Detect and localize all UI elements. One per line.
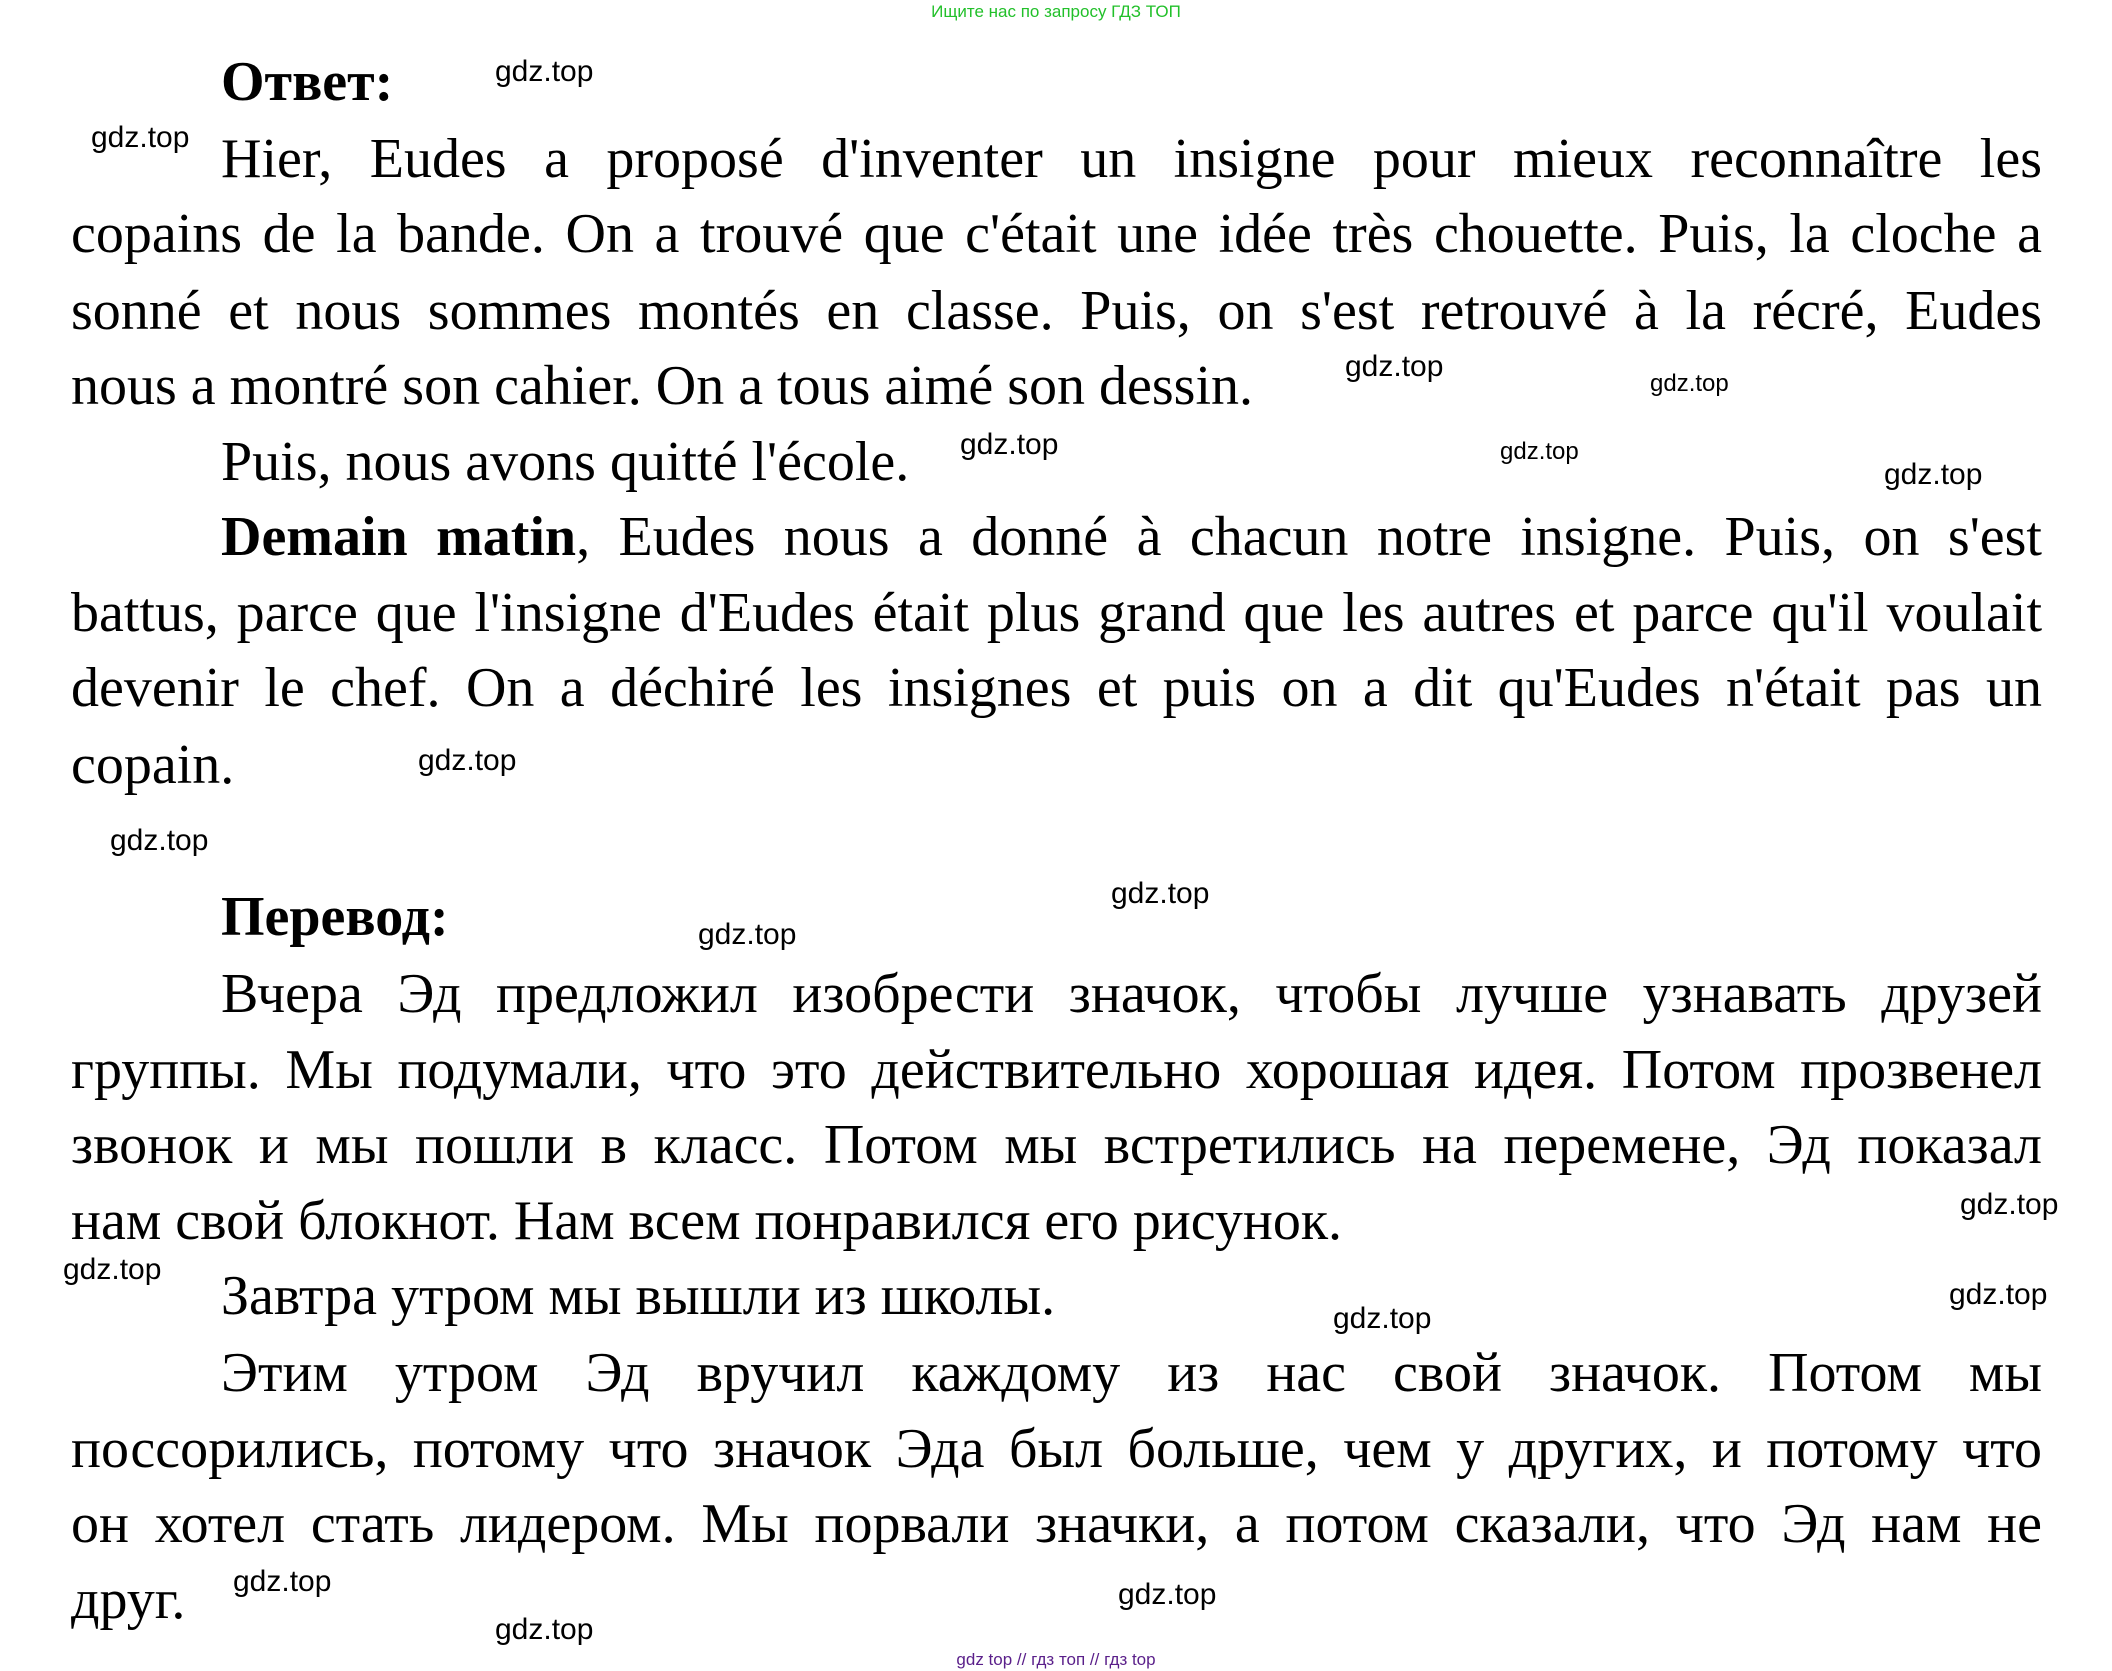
text-line [71,1411,2042,1487]
text-line-content: нам свой блокнот. Нам всем понравился его рисунок. [71,1190,1343,1252]
text-line-content: группы. Мы подумали, что это действительно хорошая идея. Потом прозвенел [71,1039,2042,1101]
watermark-label: gdz.top [698,918,797,951]
text-line-content: звонок и мы пошли в класс. Потом мы встретились на перемене, Эд показал [71,1114,2042,1176]
watermark-label: gdz.top [1345,350,1444,383]
search-hint-banner: Ищите нас по запросу ГДЗ ТОП [931,2,1181,21]
text-line [71,348,2042,424]
text-line-content: он хотел стать лидером. Мы порвали значки, а потом сказали, что Эд нам не [71,1493,2042,1555]
text-line [71,575,2042,651]
text-line-content: Этим утром Эд вручил каждому из нас свой значок. Потом мы [221,1342,2042,1404]
footer-watermark: gdz top // гдз топ // гдз top [956,1650,1156,1669]
text-line [221,499,2042,575]
text-line [71,1486,2042,1562]
text-line [71,1562,2042,1638]
watermark-label: gdz.top [495,1613,594,1646]
watermark-label: gdz.top [233,1565,332,1598]
bold-phrase: Demain matin [221,506,577,568]
text-line-content: Завтра утром мы вышли из школы. [221,1265,1056,1327]
text-line-content: друг. [71,1569,186,1631]
text-line-content: , Eudes nous a donné à chacun notre insigne. Puis, on s'est [576,506,2042,568]
watermark-label: gdz.top [110,824,209,857]
answer-heading: Ответ: [221,51,394,113]
text-line [71,196,2042,272]
watermark-label: gdz.top [1500,438,1579,465]
watermark-label: gdz.top [495,55,594,88]
watermark-label: gdz.top [960,428,1059,461]
text-line-content: battus, parce que l'insigne d'Eudes était plus grand que les autres et parce qu'il voulait [71,582,2042,644]
watermark-label: gdz.top [1884,458,1983,491]
text-line-content: copains de la bande. On a trouvé que c'était une idée très chouette. Puis, la cloche a [71,203,2042,265]
watermark-label: gdz.top [1111,877,1210,910]
translation-heading: Перевод: [221,886,449,948]
watermark-label: gdz.top [1118,1578,1217,1611]
text-line [71,727,2042,803]
text-line [221,424,2042,500]
text-line-content: поссорились, потому что значок Эда был больше, чем у других, и потому что [71,1418,2042,1480]
watermark-label: gdz.top [1960,1188,2059,1221]
text-line [221,956,2042,1032]
text-line [71,1183,2042,1259]
text-line [71,273,2042,349]
text-line-content: Вчера Эд предложил изобрести значок, чтобы лучше узнавать друзей [221,963,2042,1025]
text-line [71,1032,2042,1108]
text-line-content: copain. [71,734,235,796]
watermark-label: gdz.top [418,744,517,777]
text-line-content: nous a montré son cahier. On a tous aimé son dessin. [71,355,1254,417]
text-line-content: Hier, Eudes a proposé d'inventer un insigne pour mieux reconnaître les [221,128,2042,190]
text-line [221,121,2042,197]
text-line-content: sonné et nous sommes montés en classe. Puis, on s'est retrouvé à la récré, Eudes [71,280,2042,342]
watermark-label: gdz.top [63,1253,162,1286]
watermark-label: gdz.top [1333,1302,1432,1335]
watermark-label: gdz.top [1949,1278,2048,1311]
text-line [221,1258,2042,1334]
text-line [221,1335,2042,1411]
text-line-content: devenir le chef. On a déchiré les insignes et puis on a dit qu'Eudes n'était pas un [71,657,2042,719]
text-line-content: Puis, nous avons quitté l'école. [221,431,910,493]
text-line [71,1107,2042,1183]
watermark-label: gdz.top [91,121,190,154]
text-line [71,650,2042,726]
watermark-label: gdz.top [1650,370,1729,397]
